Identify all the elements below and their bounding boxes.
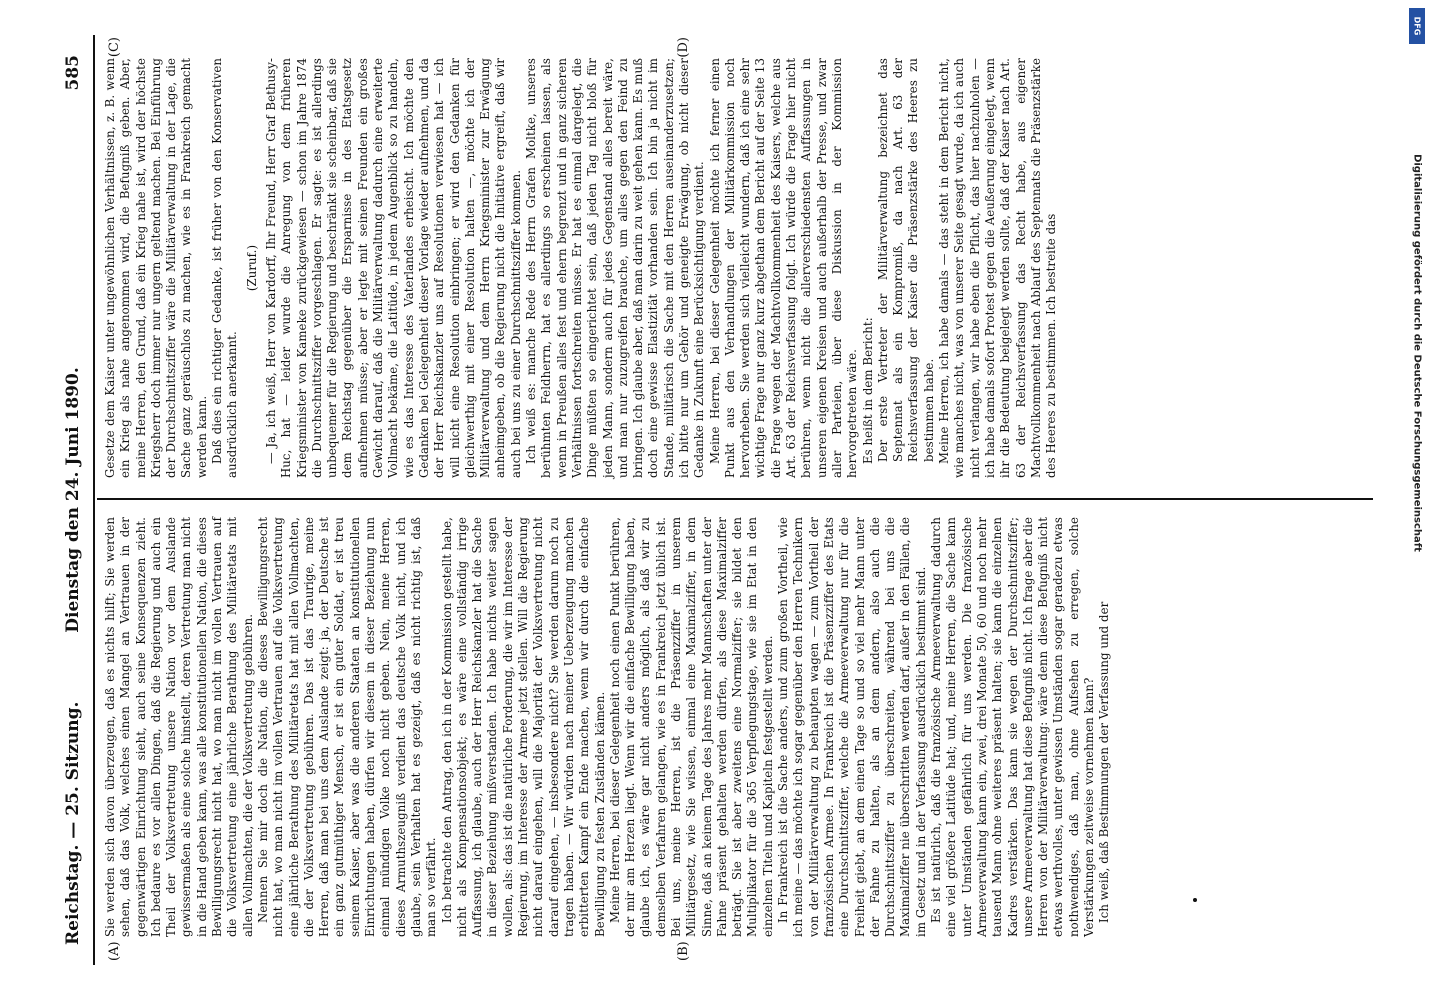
header-left: Reichstag. — 25. Sitzung. — [63, 701, 83, 945]
paragraph: Nennen Sie mir doch die Nation, die dieses Bewilligungsrecht nicht hat, wo man nicht im vollen Vertrauen auf die Volksvertretung eine jährliche Berathung des Militäretats hat mit allen Vollmachten, die der Volksvertretung gebühren. Das ist das Traurige, meine Herren, daß man bei uns dem Auslande zeigt: ja, der Deutsche ist ein ganz gutmüthiger Mensch, er ist ein guter Soldat, er ist treu seinem Kaiser, aber was die anderen Staaten an konstitutionellen Einrichtungen haben, dürfen wir diesem in dieser Beziehung nun einmal mündigen Volke noch nicht geben. Nein, meine Herren, dieses Armuthszeugniß verdient das deutsche Volk nicht, und ich glaube, sein Verhalten hat es gezeigt, daß es nicht richtig ist, daß man so verfährt. — [255, 517, 439, 937]
credit-text: Digitalisierung gefördert durch die Deutsche Forschungsgemeinschaft — [1411, 154, 1423, 552]
paragraph: Gesetze dem Kaiser unter ungewöhnlichen Verhältnissen, z. B. wenn ein Krieg als nahe angenommen wird, die Befugniß geben. Aber, meine Herren, den Grund, daß ein Krieg nahe ist, wird der höchste Kriegsherr doch immer nur ungern geltend machen. Bei Einführung der Durchschnittsziffer wäre die Militärverwaltung in der Lage, die Sache ganz geräuschlos zu machen, wie es in Frankreich gemacht werden kann. — [103, 58, 209, 478]
paragraph: Ich betrachte den Antrag, den ich in der Kommission gestellt habe, nicht als Kompensationsobjekt; es wäre eine vollständig irrige Auffassung, ich glaube, auch der Herr Reichskanzler hat die Sache in dieser Beziehung mißverstanden. Ich habe nichts weiter sagen wollen, als: das ist die natürliche Forderung, die wir im Interesse der Regierung, im Interesse der Armee jetzt stellen. Will die Regierung nicht darauf eingehen, will die Majorität der Volksvertretung nicht darauf eingehen, — insbesondere nicht? Sie werden darum noch zu tragen haben. — Wir würden nach meiner Ueberzeugung manchen erbitterten Kampf ein Ende machen, wenn wir durch die einfache Bewilligung zu festen Zuständen kämen. — [439, 517, 607, 937]
margin-mark-d: (D) — [676, 37, 691, 58]
margin-mark-b: (B) — [676, 941, 691, 961]
paragraph: Es ist natürlich, daß die französische Armeeverwaltung dadurch eine viel größere Latitüde hat; und, meine Herren, die Sache kann unter Umständen gefährlich für uns werden. Die französische Armeeverwaltung kann ein, zwei, drei Monate 50, 60 und noch mehr tausend Mann ohne weiteres präsent halten; sie kann die einzelnen Kadres verstärken. Das kann sie wegen der Durchschnittsziffer; unsere Armeeverwaltung hat diese Befugniß nicht. Ich frage aber die Herren von der Militärverwaltung: wäre denn diese Befugniß nicht etwas werthvolles, unter gewissen Umständen sogar geradezu etwas nothwendiges, daß man, ohne Aufsehen zu erregen, solche Verstärkungen zeitweise vornehmen kann? — [929, 517, 1096, 937]
right-column — [103, 58, 1059, 478]
paragraph: Meine Herren, bei dieser Gelegenheit noch einen Punkt berühren, der mir am Herzen liegt. Wenn wir die einfache Bewilligung haben, glaube ich, es wäre gar nicht anders möglich, als daß wir zu demselben Verfahren gelangen, wie es in Frankreich jetzt üblich ist. Bei uns, meine Herren, ist die Präsenzziffer in unserem Militärgesetz, wie Sie wissen, einmal eine Maximalziffer, in dem Sinne, daß an keinem Tage des Jahres mehr Mannschaften unter der Fahne präsent gehalten werden dürfen, als diese Maximalziffer beträgt. Sie ist aber zweitens eine Normalziffer; sie bildet den Multiplikator für die 365 Verpflegungstage, wie sie im Etat in den einzelnen Titeln und Kapiteln festgestellt werden. — [607, 517, 775, 937]
margin-mark-a: (A) — [107, 941, 122, 961]
header-date: Dienstag den 24. Juni 1890. — [63, 367, 83, 633]
paragraph: Ich weiß es: manche Rede des Herrn Grafen Moltke, unseres berühmten Feldherrn, hat es allerdings so erscheinen lassen, als wenn in Preußen alles fest und ehern begrenzt und in ganz sicheren Verhältnissen fortschreiten müsse. Er hat es einmal dargelegt, die Dinge müßten so eingerichtet sein, daß jeden Tag nicht bloß für jeden Mann, sondern auch für jedes Gegenstand alles bereit wäre, und man nur zuzugreifen brauche, um alles gegen den Feind zu bringen. Ich glaube aber, daß man darin zu weit gehen kann. Es muß doch eine gewisse Elastizität vorhanden sein. Ich bin ja nicht im Stande, militärisch die Sache mit den Herren auseinanderzusetzen; ich bitte nur um Gehör und geneigte Erwägung, ob nicht dieser Gedanke in Zukunft eine Berücksichtigung verdient. — [524, 58, 707, 478]
scan-speck — [1193, 898, 1197, 902]
header-rule — [93, 35, 95, 965]
paragraph: Daß dies ein richtiger Gedanke, ist früher von den Konservativen ausdrücklich anerkannt. — [210, 58, 240, 478]
page-number: 585 — [63, 55, 83, 91]
paragraph: Meine Herren, bei dieser Gelegenheit möchte ich ferner einen Punkt aus den Verhandlungen der Militärkommission noch hervorheben. Sie werden sich vielleicht wundern, daß ich eine sehr wichtige Frage nur ganz kurz abgethan dem Bericht auf der Seite 13 die Frage wegen der Machtvollkommenheit des Kaisers, welche aus Art. 63 der Reichsverfassung folgt. Ich würde die Frage hier nicht berühren, wenn nicht die allerverschiedensten Auffassungen in unseren eigenen Kreisen und auch außerhalb der Presse, und zwar aller Parteien, über diese Diskussion in der Kommission hervorgetreten wäre. — [707, 58, 860, 478]
document-page — [51, 35, 1381, 965]
left-column — [103, 517, 1113, 937]
digitization-credit — [1406, 8, 1428, 698]
running-header — [57, 55, 91, 945]
paragraph: Meine Herren, ich habe damals — das steht in dem Bericht nicht, wie manches nicht, was von unserer Seite gesagt wurde, da ich auch nicht verlangen, wir habe eben die Pflicht, das hier nachzuholen — ich habe damals sofort Protest gegen die Aeußerung eingelegt, wenn ihr die Bedeutung beigelegt werden sollte, daß der Kaiser nach Art. 63 der Reichsverfassung das Recht habe, aus eigener Machtvollkommenheit nach Ablauf des Septennats die Präsenzstärke des Heeres zu bestimmen. Ich bestreite das — [937, 58, 1059, 478]
column-divider — [97, 498, 1373, 500]
dfg-logo: DFG — [1409, 8, 1425, 44]
paragraph: In Frankreich ist die Sache anders, und zum großen Vortheil, wie ich meine — das möchte ich sogar gegenüber den Herren Technikern von der Militärverwaltung zu behaupten wagen — zum Vortheil der französischen Armee. In Frankreich ist die Präsenzziffer des Etats eine Durchschnittsziffer, welche die Armeeverwaltung nur für die Freiheit giebt, an dem einen Tage so und so viel mehr Mann unter der Fahne zu halten, als an dem andern, also auch die Durchschnittsziffer zu überschreiten, während bei uns die Maximalziffer nie überschritten werden darf, außer in den Fällen, die im Gesetz und in der Verfassung ausdrücklich bestimmt sind. — [776, 517, 928, 937]
paragraph: Es heißt in dem Bericht: — [860, 317, 875, 464]
margin-mark-c: (C) — [107, 37, 122, 58]
paragraph: Ich weiß, daß Bestimmungen der Verfassung und der — [1097, 601, 1112, 923]
paragraph: — Ja, ich weiß, Herr von Kardorff, Ihr Freund, Herr Graf Bethusy-Huc, hat — leider wurde die Anregung von dem früheren Kriegsminister von Kameke zurückgewiesen — schon im Jahre 1874 die Durchschnittsziffer vorgeschlagen. Er sagte: es ist allerdings unbequemer für die Regierung und beschränkt sie scheinbar, daß sie dem Reichstag gegenüber die Ersparnisse in des Etatsgesetz aufnehmen müsse; aber er legte mit seinen Freunden ein großes Gewicht darauf, daß die Militärverwaltung dadurch eine erweiterte Vollmacht bekäme, die Latitüde, in jedem Augenblick so zu handeln, wie es das Interesse des Vaterlandes erheischt. Ich möchte den Gedanken bei Gelegenheit dieser Vorlage wieder aufnehmen, und da der Herr Reichskanzler uns auf Resolutionen verwiesen hat — ich will nicht eine Resolution einbringen; er wird den Gedanken für gleichwerthig mit einer Resolution halten —, möchte ich der Militärverwaltung und dem Herrn Kriegsminister zur Erwägung anheimgeben, ob die Regierung nicht die Initiative ergreift, daß wir auch bei uns zu einer Durchschnittsziffer kommen. — [263, 58, 523, 478]
quotation: Der erste Vertreter der Militärverwaltung bezeichnet das Septennat als ein Kompromiß, da nach Art. 63 der Reichsverfassung der Kaiser die Präsenzstärke des Heeres zu bestimmen habe. — [875, 58, 936, 462]
paragraph: Sie werden sich davon überzeugen, daß es nichts hilft; Sie werden sehen, daß das Volk, welches einen Mangel an Vertrauen in der gegenwärtigen Einrichtung sieht, auch seine Konsequenzen zieht. Ich bedaure es vor allen Dingen, daß die Regierung und auch ein Theil der Volksvertretung unsere Nation vor dem Auslande gewissermaßen als eine solche hinstellt, deren Vertretung man nicht in die Hand geben kann, was alle konstitutionellen Nation, die dieses Bewilligungsrecht nicht hat, wo man nicht im vollen Vertrauen auf die Volksvertretung eine jährliche Berathung des Militäretats mit allen Vollmachten, die der Volksvertretung gebühren. — [103, 517, 255, 937]
interjection: (Zuruf.) — [244, 244, 259, 292]
